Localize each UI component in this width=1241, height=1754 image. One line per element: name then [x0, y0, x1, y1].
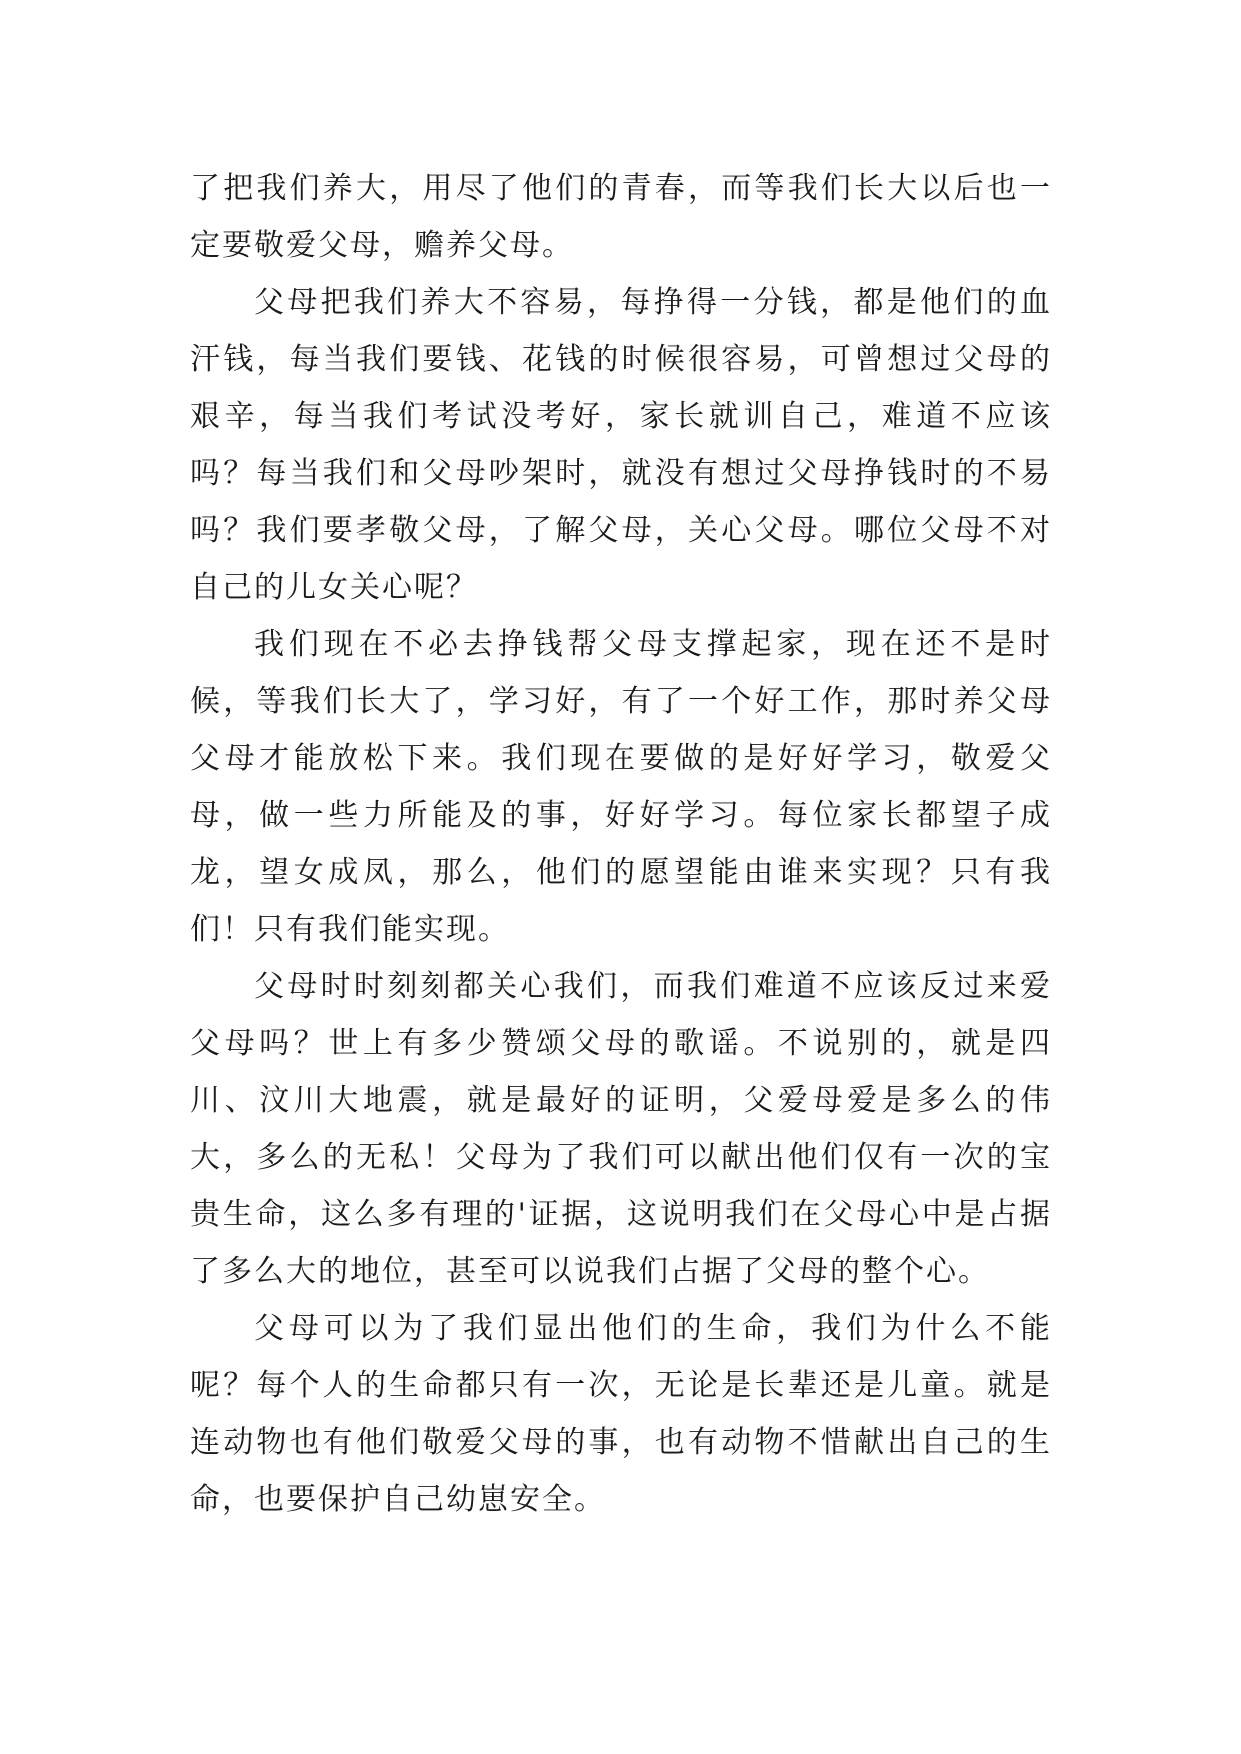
paragraph: 父母可以为了我们显出他们的生命，我们为什么不能呢？每个人的生命都只有一次，无论是长辈还是儿童。就是连动物也有他们敬爱父母的事，也有动物不惜献出自己的生命，也要保护自己幼崽安全。 — [190, 1311, 1052, 1517]
document-body — [190, 160, 1052, 1528]
paragraph: 父母时时刻刻都关心我们，而我们难道不应该反过来爱父母吗？世上有多少赞颂父母的歌谣。不说别的，就是四川、汶川大地震，就是最好的证明，父爱母爱是多么的伟大，多么的无私！父母为了我们可以献出他们仅有一次的宝贵生命，这么多有理的'证据，这说明我们在父母心中是占据了多么大的地位，甚至可以说我们占据了父母的整个心。 — [190, 969, 1052, 1289]
paragraph: 了把我们养大，用尽了他们的青春，而等我们长大以后也一定要敬爱父母，赡养父母。 — [190, 171, 1052, 263]
paragraph: 我们现在不必去挣钱帮父母支撑起家，现在还不是时候，等我们长大了，学习好，有了一个好工作，那时养父母父母才能放松下来。我们现在要做的是好好学习，敬爱父母，做一些力所能及的事，好好学习。每位家长都望子成龙，望女成凤，那么，他们的愿望能由谁来实现？只有我们！只有我们能实现。 — [190, 627, 1052, 947]
paragraph: 父母把我们养大不容易，每挣得一分钱，都是他们的血汗钱，每当我们要钱、花钱的时候很容易，可曾想过父母的艰辛，每当我们考试没考好，家长就训自己，难道不应该吗？每当我们和父母吵架时，就没有想过父母挣钱时的不易吗？我们要孝敬父母，了解父母，关心父母。哪位父母不对自己的儿女关心呢？ — [190, 285, 1052, 605]
